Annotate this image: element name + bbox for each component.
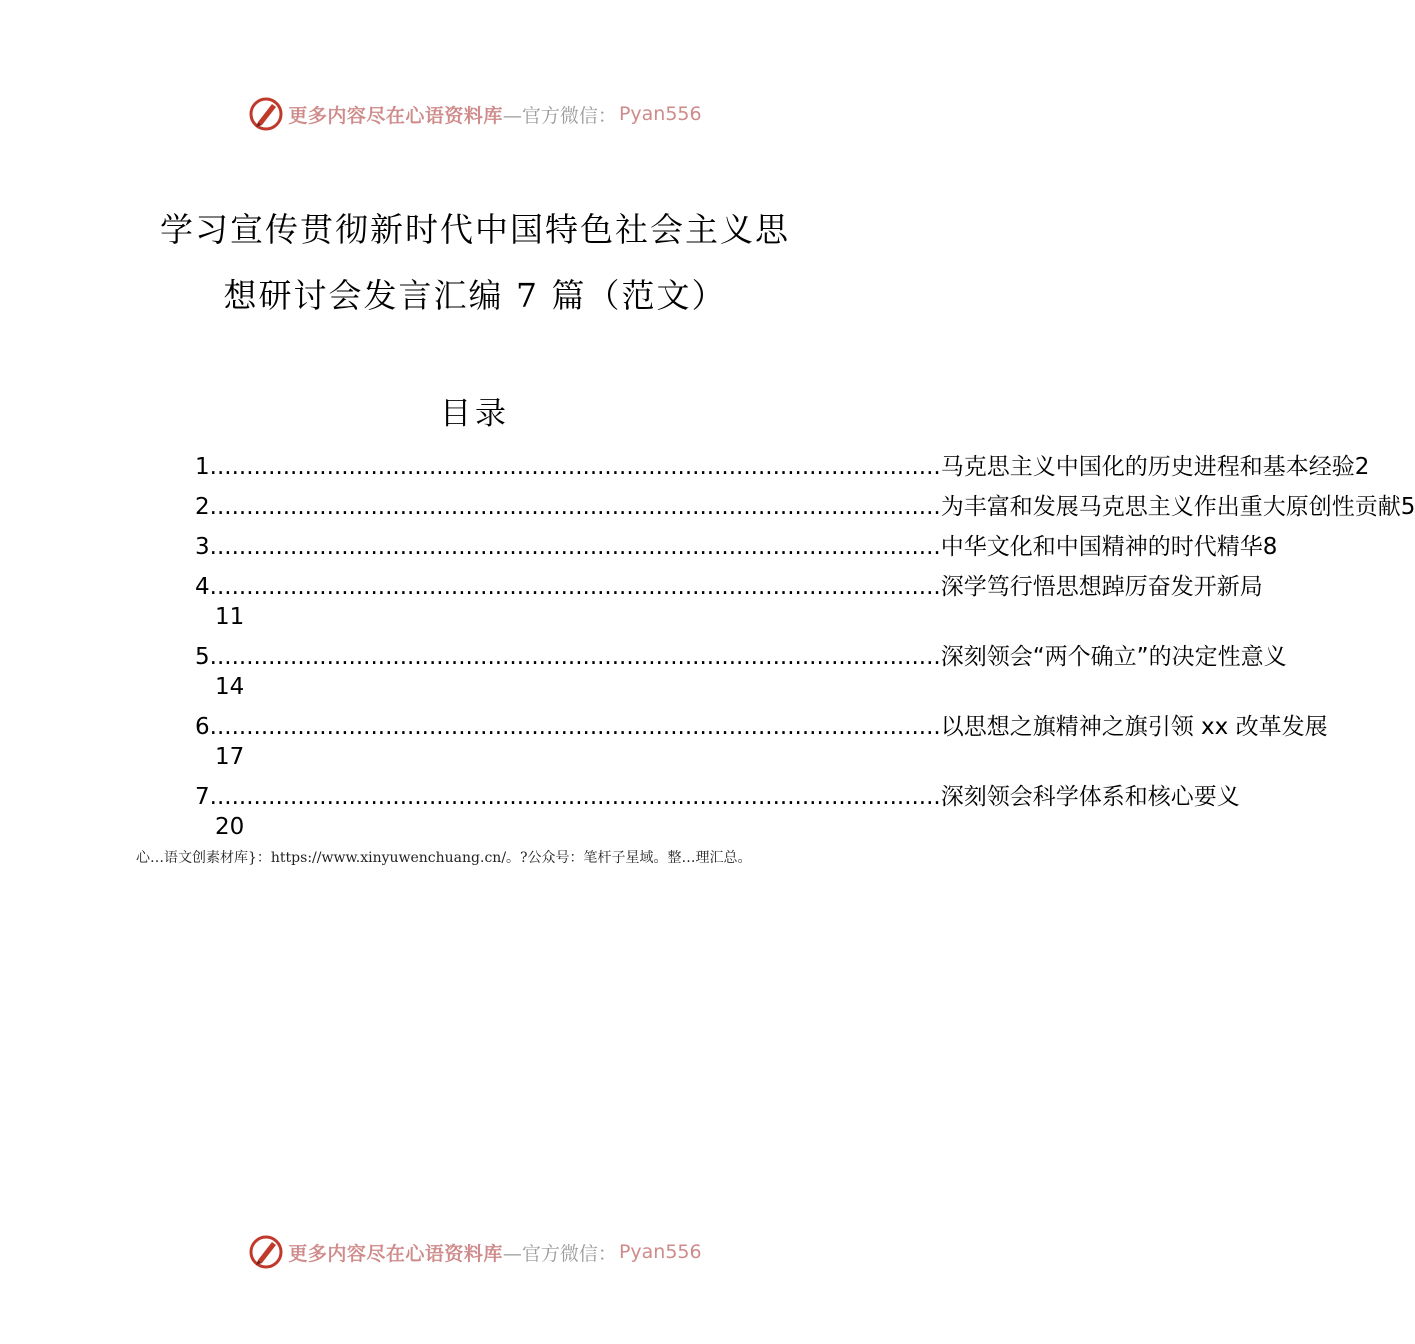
toc-item[interactable] [195,782,1240,852]
toc-item-number: 4 [195,574,210,600]
toc-item-page: 2 [1354,454,1370,480]
brand-wechat-id: Pyan556 [618,1241,702,1263]
toc-heading: 目录 [440,396,510,432]
toc-item-page: 17 [215,744,245,770]
brand-wechat-label: —官方微信： [502,1242,617,1265]
brand-wechat-label: —官方微信： [502,104,617,127]
toc-item-title: 中华文化和中国精神的时代精华 [940,534,1263,560]
toc-leader-dots: .................................................................................................... [209,534,941,560]
toc-item-page: 8 [1262,534,1278,560]
brand-name: 更多内容尽在心语资料库 [288,104,503,127]
toc-leader-dots: .................................................................................................... [209,644,941,670]
toc-item[interactable] [195,712,1328,782]
toc-item-title: 深学笃行悟思想踔厉奋发开新局 [940,574,1263,600]
toc-list [195,452,1415,852]
brand-footer-bottom [0,1232,950,1272]
toc-leader-dots: .................................................................................................... [209,784,941,810]
toc-item[interactable] [195,452,1370,492]
toc-item-page: 5 [1400,494,1415,520]
toc-item-number: 5 [195,644,210,670]
toc-item[interactable] [195,572,1263,642]
toc-item-number: 7 [195,784,210,810]
toc-item-title: 以思想之旗精神之旗引领 xx 改革发展 [940,714,1328,740]
doc-title-line-1: 学习宣传贯彻新时代中国特色社会主义思 [160,210,790,249]
toc-item-number: 3 [195,534,210,560]
toc-item-title: 深刻领会科学体系和核心要义 [940,784,1240,810]
brand-header-top [0,94,950,134]
toc-leader-dots: .................................................................................................... [209,454,941,480]
toc-item-title: 为丰富和发展马克思主义作出重大原创性贡献 [940,494,1401,520]
toc-leader-dots: .................................................................................................... [209,714,941,740]
toc-item-title: 马克思主义中国化的历史进程和基本经验 [940,454,1355,480]
toc-item-number: 6 [195,714,210,740]
brand-name: 更多内容尽在心语资料库 [288,1242,503,1265]
toc-item[interactable] [195,642,1287,712]
toc-item[interactable] [195,532,1278,572]
toc-item-page: 14 [215,674,245,700]
toc-item-page: 11 [215,604,245,630]
toc-leader-dots: .................................................................................................... [209,574,941,600]
toc-item-number: 1 [195,454,210,480]
toc-item-page: 20 [215,814,245,840]
toc-item-number: 2 [195,494,210,520]
toc-item-title: 深刻领会“两个确立”的决定性意义 [940,644,1287,670]
pen-logo-icon [248,1234,284,1270]
source-note: 心…语文创素材库}：https://www.xinyuwenchuang.cn/。?公众号：笔杆子星域。整…理汇总。 [136,850,752,866]
brand-wechat-id: Pyan556 [618,103,702,125]
doc-title-line-2: 想研讨会发言汇编 7 篇（范文） [223,276,727,315]
toc-leader-dots: .................................................................................................... [209,494,941,520]
pen-logo-icon [248,96,284,132]
toc-item[interactable] [195,492,1415,532]
